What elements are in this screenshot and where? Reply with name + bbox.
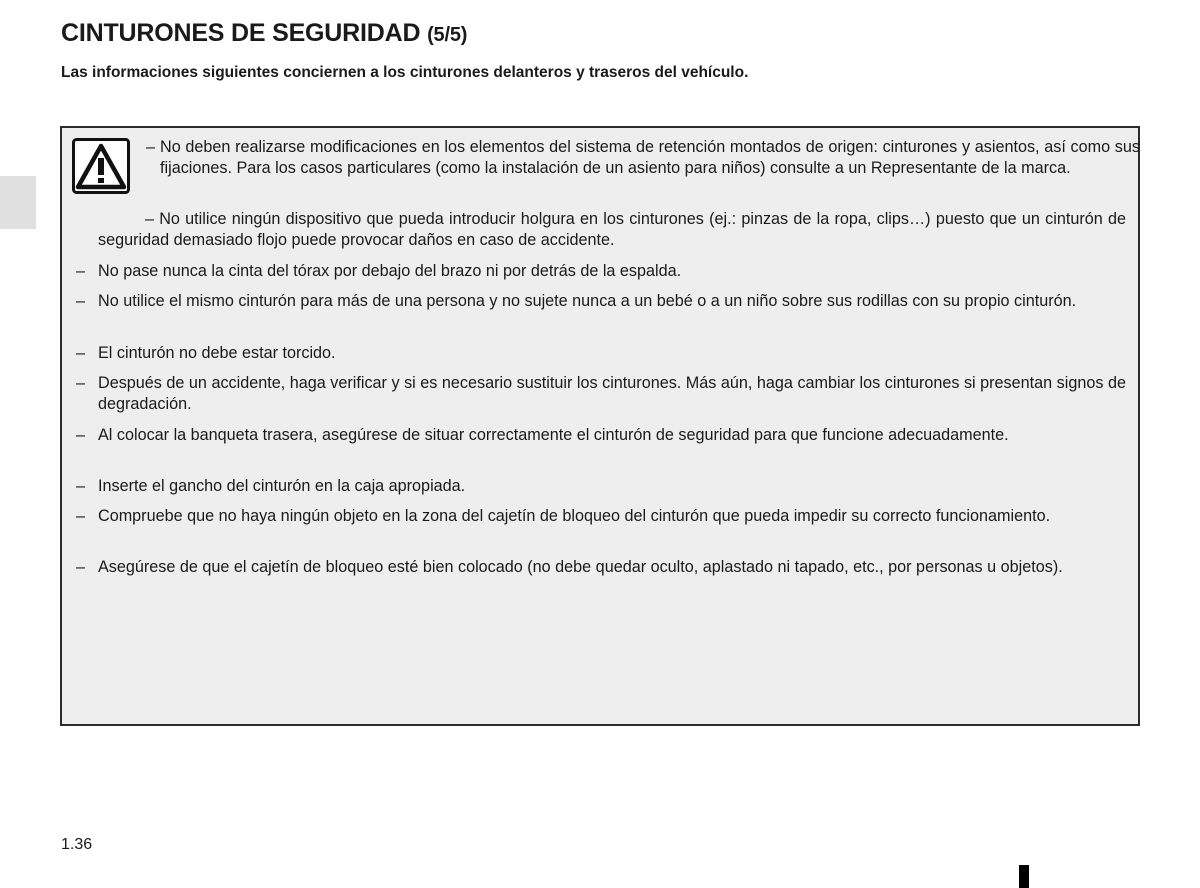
list-item	[76, 476, 1126, 497]
intro-text: Las informaciones siguientes conciernen a los cinturones delanteros y traseros del vehículo.	[61, 64, 749, 81]
list-item	[76, 261, 1126, 282]
list-item	[76, 291, 1126, 312]
page-title	[61, 19, 467, 48]
list-item-text: El cinturón no debe estar torcido.	[98, 344, 336, 362]
bullet-dash: –	[146, 138, 156, 156]
list-item	[76, 557, 1126, 578]
bullet-dash: –	[76, 558, 86, 576]
list-item-text: Compruebe que no haya ningún objeto en la zona del cajetín de bloqueo del cinturón que pueda impedir su correcto funcionamiento.	[98, 507, 1051, 525]
warning-triangle-icon	[72, 138, 130, 194]
warning-item-first	[146, 137, 1140, 180]
bullet-dash: –	[76, 426, 86, 444]
list-item	[76, 343, 1126, 364]
list-item	[76, 373, 1126, 416]
chapter-tab	[0, 176, 36, 229]
list-item-text: Inserte el gancho del cinturón en la caja apropiada.	[98, 477, 466, 495]
list-item-text: Después de un accidente, haga verificar y si es necesario sustituir los cinturones. Más aún, haga cambiar los cinturones si presentan signos de degradación.	[98, 374, 1126, 414]
warning-item-first-text: No deben realizarse modificaciones en los elementos del sistema de retención montados de origen: cinturones y asientos, así como sus fijaciones. Para los casos particulares (como la instalación de un asiento para niños) consulte a un Representante de la marca.	[160, 138, 1140, 178]
page-number: 1.36	[61, 836, 93, 853]
bullet-dash: –	[76, 374, 86, 392]
warning-box	[60, 126, 1140, 726]
list-item	[76, 425, 1126, 446]
page-title-suffix: (5/5)	[427, 24, 468, 46]
bullet-dash: –	[76, 507, 86, 525]
list-item-text: No utilice el mismo cinturón para más de una persona y no sujete nunca a un bebé o a un niño sobre sus rodillas con su propio cinturón.	[98, 292, 1077, 310]
list-item	[76, 506, 1126, 527]
bullet-dash: –	[76, 262, 86, 280]
list-item-text: Asegúrese de que el cajetín de bloqueo esté bien colocado (no debe quedar oculto, aplastado ni tapado, etc., por personas u objetos).	[98, 558, 1063, 576]
list-item-text: No pase nunca la cinta del tórax por debajo del brazo ni por detrás de la espalda.	[98, 262, 682, 280]
page-edge-marker	[1019, 865, 1029, 888]
page-title-main: CINTURONES DE SEGURIDAD	[61, 19, 421, 47]
warning-item-second: – No utilice ningún dispositivo que pueda introducir holgura en los cinturones (ej.: pinzas de la ropa, clips…) puesto que un cinturón de seguridad demasiado flojo puede provocar daños en caso de accidente.	[98, 210, 1126, 250]
bullet-dash: –	[76, 344, 86, 362]
bullet-dash: –	[76, 292, 86, 310]
list-item-text: Al colocar la banqueta trasera, asegúrese de situar correctamente el cinturón de seguridad para que funcione adecuadamente.	[98, 426, 1009, 444]
bullet-dash: –	[76, 477, 86, 495]
